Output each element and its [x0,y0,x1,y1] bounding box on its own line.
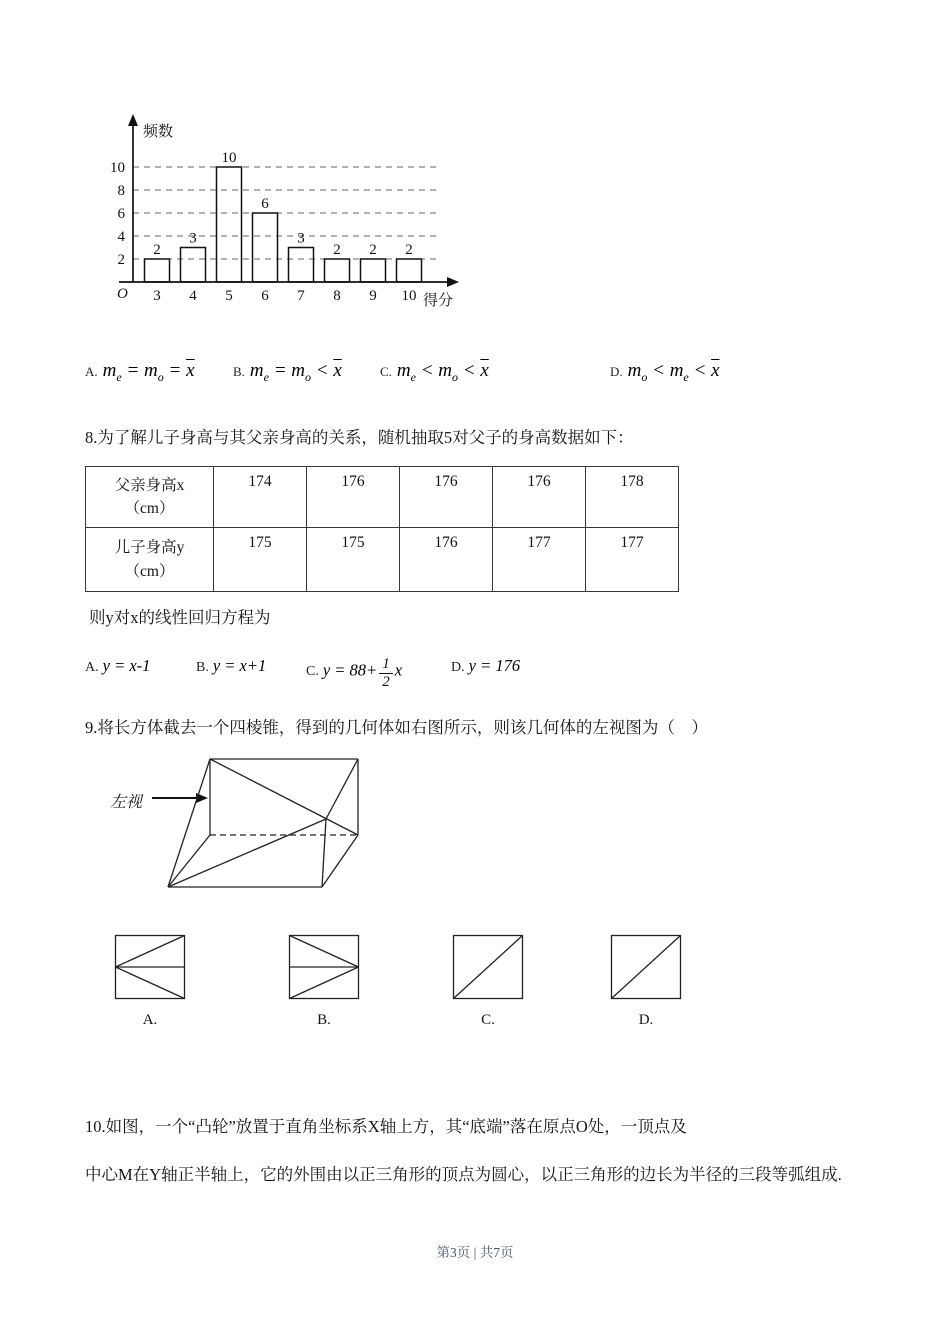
option-expression: y = 176 [468,656,521,675]
q10-line2: 中心M在Y轴正半轴上，它的外围由以正三角形的顶点为圆心，以正三角形的边长为半径的三段等弧组成. [85,1165,842,1184]
table-cell: 178 [586,467,679,528]
q9-solid-figure [98,745,398,903]
option-expression-suffix: x [394,660,403,680]
table-cell: 176 [400,528,493,592]
q7-option-a [85,360,195,385]
table-cell: 177 [586,528,679,592]
svg-text:得分: 得分 [423,293,454,309]
page-footer: 第3页 | 共7页 [436,1245,514,1260]
table-cell: 176 [400,467,493,528]
option-expression: $m_e < m_o < \overline{x}$ [396,360,489,384]
table-row-father [86,467,679,528]
option-expression: y = 88+ [322,660,378,680]
svg-text:9: 9 [369,288,377,304]
svg-text:6: 6 [261,196,269,212]
q8-option-c [306,656,402,692]
q7-options-row [85,360,885,394]
option-label: A. [85,660,99,675]
row-header-father: 父亲身高x （cm） [86,467,214,528]
svg-text:5: 5 [225,288,233,304]
q8-prompt: 则y对x的线性回归方程为 [89,608,271,627]
svg-text:O: O [117,286,128,302]
table-cell: 176 [307,467,400,528]
option-label: A. [85,364,98,379]
svg-text:7: 7 [297,288,305,304]
option-expression: $m_e = m_o < \overline{x}$ [249,360,342,384]
q9-answer-c [452,934,524,1029]
table-cell: 174 [214,467,307,528]
row-header-son: 儿子身高y （cm） [86,528,214,592]
q9-option-a-figure [114,934,186,1002]
frequency-bar-chart [95,110,475,315]
q10-line1: 10.如图，一个“凸轮”放置于直角坐标系X轴上方，其“底端”落在原点O处，一顶点及 [85,1117,687,1136]
q9-option-b-figure [288,934,360,1002]
option-label: B. [233,364,245,379]
q9-answer-b [288,934,360,1029]
svg-text:3: 3 [189,230,197,247]
svg-text:10: 10 [221,150,237,166]
q8-option-b [196,656,266,676]
svg-text:6: 6 [117,206,125,222]
svg-text:8: 8 [333,288,341,304]
q8-option-a [85,656,150,676]
left-view-label: 左视 [110,794,143,811]
svg-text:2: 2 [333,242,341,258]
option-label: D. [610,364,623,379]
option-label: A. [142,1012,158,1028]
svg-text:10: 10 [401,288,417,304]
q9-option-d-figure [610,934,682,1002]
table-cell: 175 [307,528,400,592]
q8-option-d [451,656,520,676]
table-cell: 177 [493,528,586,592]
option-label: B. [317,1012,331,1028]
q9-figure-block [98,745,398,903]
q9-option-c-figure [452,934,524,1002]
q9-answer-d [610,934,682,1029]
svg-text:4: 4 [189,288,197,304]
svg-text:3: 3 [297,230,305,247]
option-label: C. [481,1012,495,1028]
svg-text:4: 4 [117,229,125,245]
q7-option-c [380,360,489,385]
option-label: D. [638,1012,654,1028]
frequency-chart-block [95,110,475,320]
q7-option-d [610,360,720,385]
option-label: B. [196,660,209,675]
q8-options-row [85,648,785,694]
table-cell: 176 [493,467,586,528]
q9-stem: 9.将长方体截去一个四棱锥，得到的几何体如右图所示，则该几何体的左视图为（ ） [85,718,708,737]
option-label: D. [451,660,465,675]
table-row-son [86,528,679,592]
svg-text:3: 3 [153,288,161,304]
option-expression: $m_e = m_o = \overline{x}$ [102,360,195,384]
svg-text:8: 8 [117,183,125,199]
option-expression: y = x-1 [102,656,151,675]
fraction: $\frac{1}{2}$ [379,656,393,692]
q9-answer-a [114,934,186,1029]
option-label: C. [380,364,392,379]
option-expression: $m_o < m_e < \overline{x}$ [627,360,720,384]
svg-text:频数: 频数 [143,124,174,140]
svg-text:6: 6 [261,288,269,304]
option-expression: y = x+1 [212,656,267,675]
svg-text:2: 2 [117,252,125,268]
svg-text:2: 2 [405,242,413,258]
svg-text:10: 10 [110,160,125,176]
q8-stem: 8.为了解儿子身高与其父亲身高的关系，随机抽取5对父子的身高数据如下： [85,428,634,447]
svg-text:2: 2 [153,242,161,258]
q8-data-table [85,466,679,592]
option-label: C. [306,664,319,680]
table-cell: 175 [214,528,307,592]
svg-text:2: 2 [369,242,377,258]
q7-option-b [233,360,342,385]
